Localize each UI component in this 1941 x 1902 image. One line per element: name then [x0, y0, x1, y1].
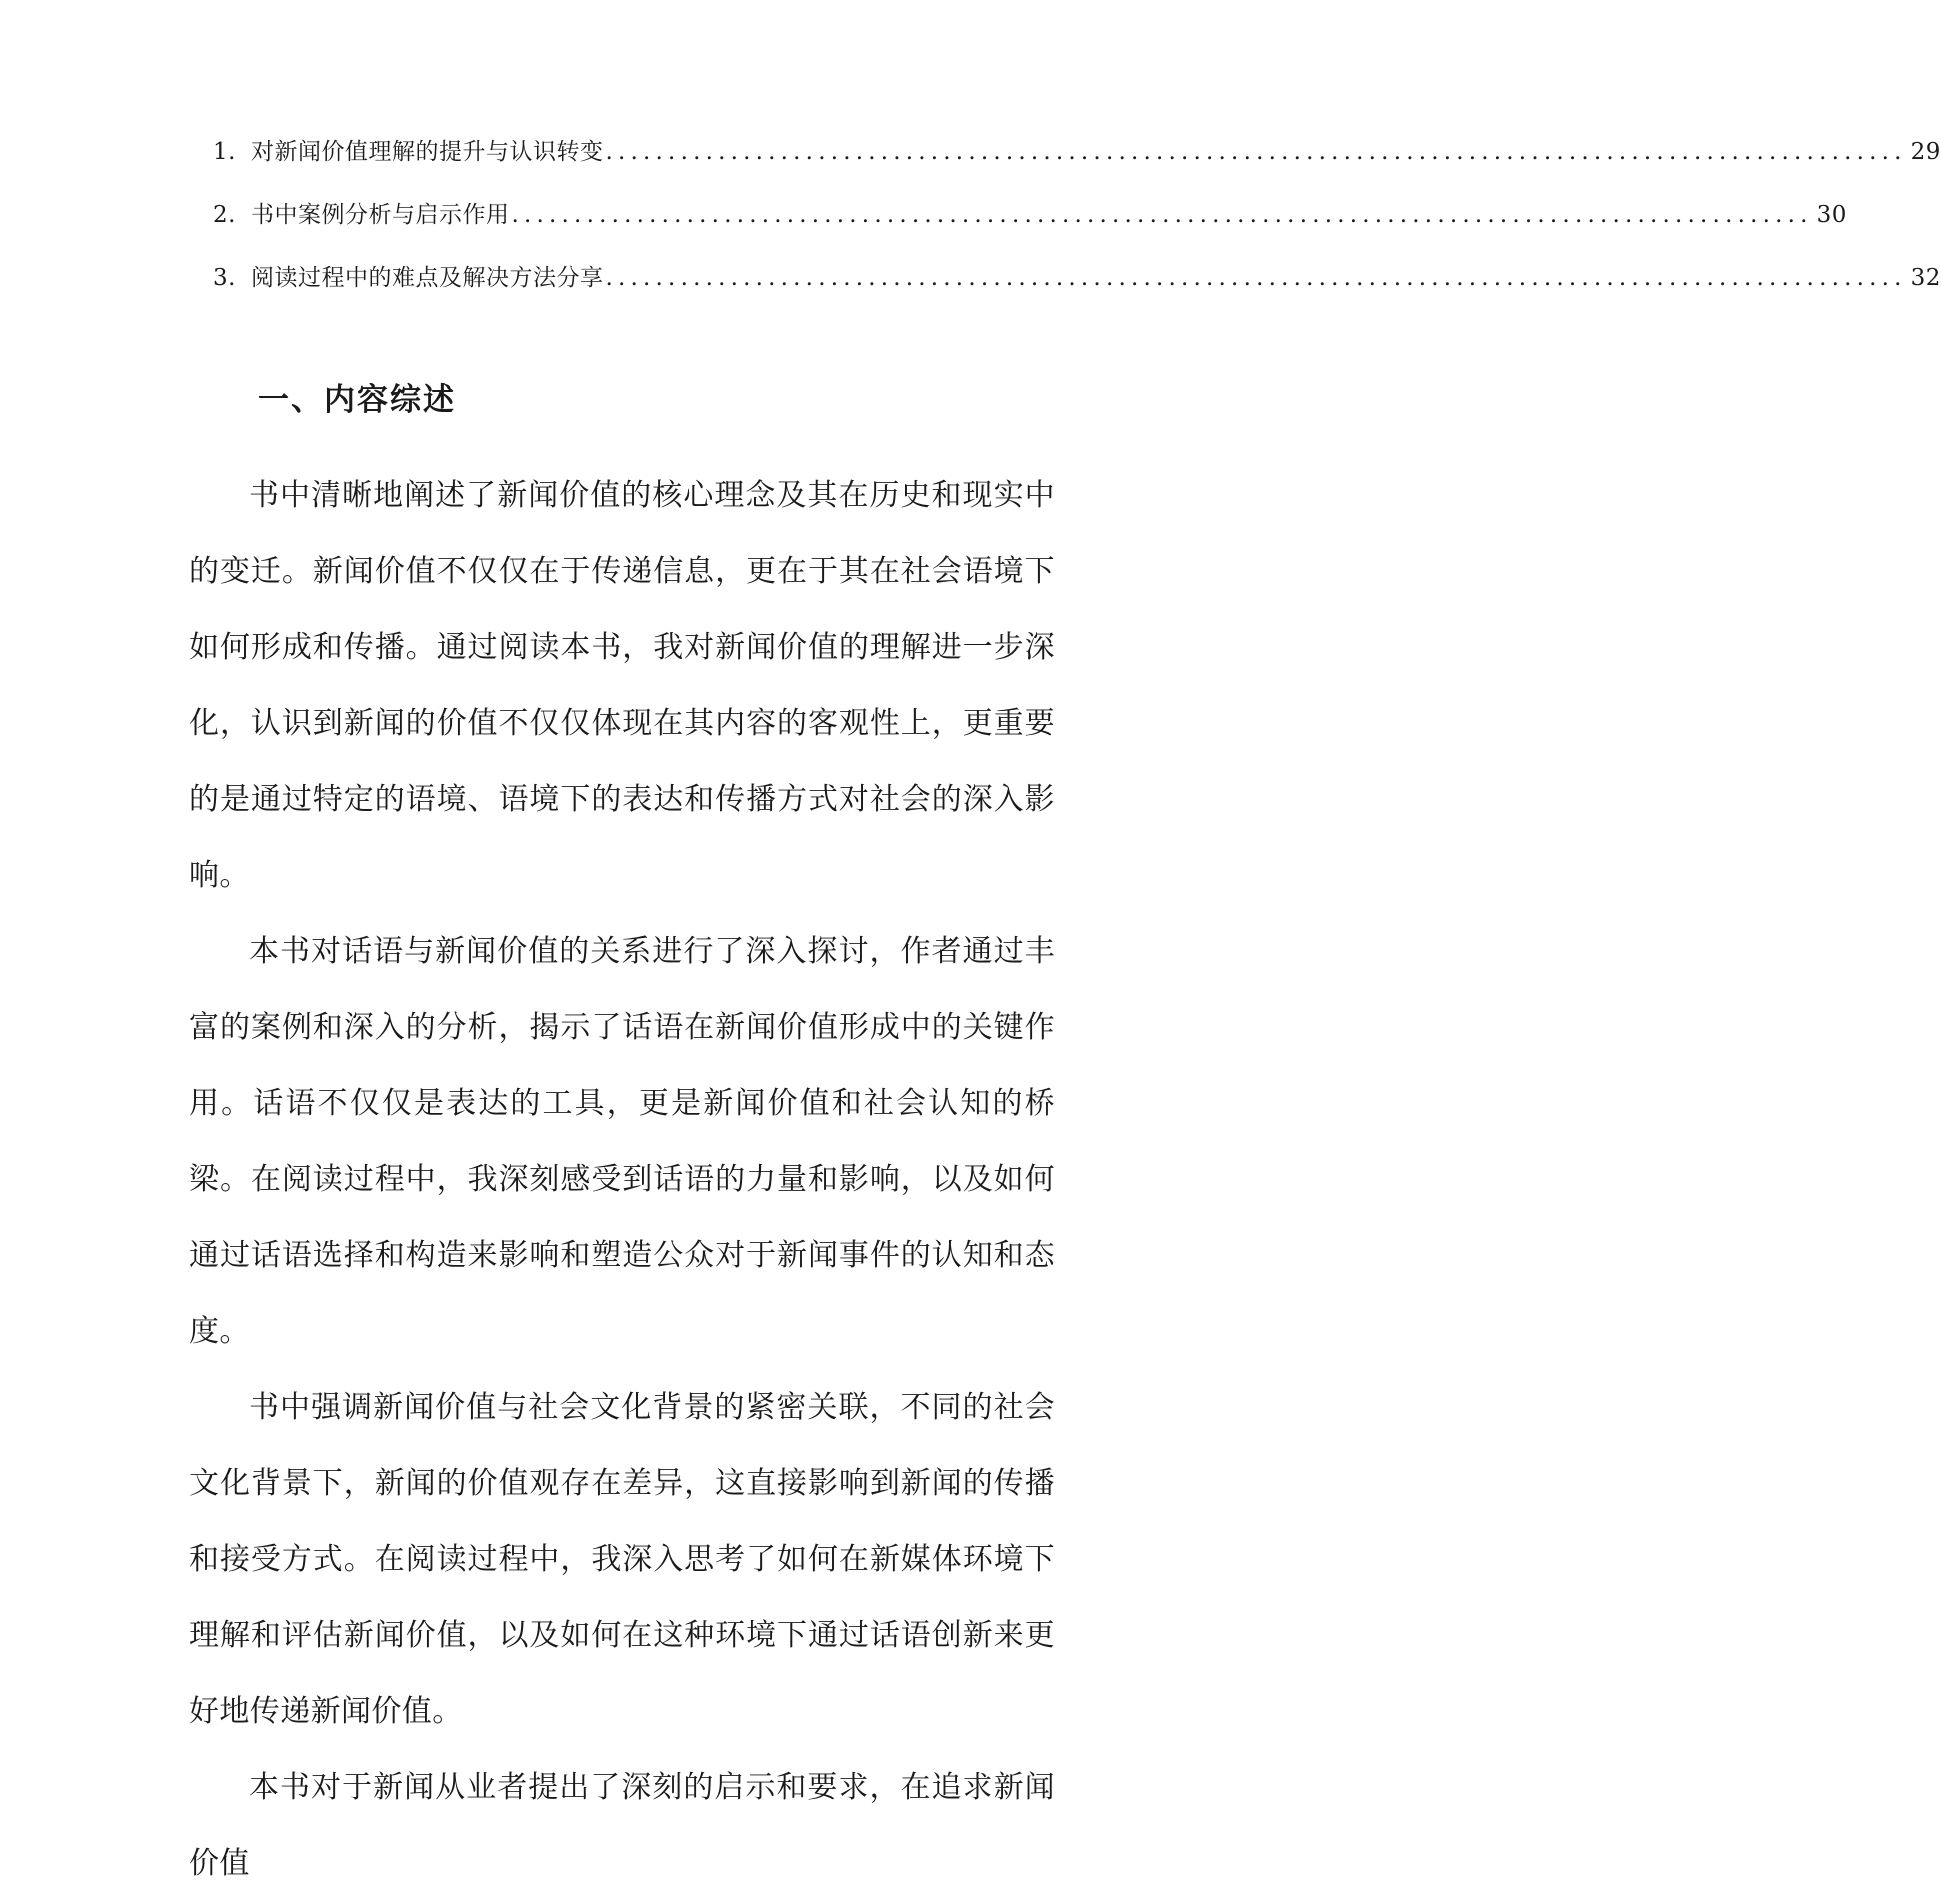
- body-text: [189, 458, 1055, 1902]
- toc-dot-leader: ........................................................................................................: [511, 202, 1813, 228]
- toc-entry[interactable]: [213, 196, 1847, 236]
- toc-entry-number: 1.: [213, 139, 236, 165]
- toc-entry-title: 书中案例分析与启示作用: [251, 202, 510, 228]
- toc-entry-number: 3.: [213, 265, 236, 291]
- toc-entry-title: 对新闻价值理解的提升与认识转变: [251, 139, 604, 165]
- toc-dot-leader: ........................................................................................................: [605, 265, 1907, 291]
- toc-entry-page: 30: [1816, 202, 1847, 228]
- toc-entry-number: 2.: [213, 202, 236, 228]
- paragraph: 书中强调新闻价值与社会文化背景的紧密关联，不同的社会文化背景下，新闻的价值观存在差异，这直接影响到新闻的传播和接受方式。在阅读过程中，我深入思考了如何在新媒体环境下理解和评估新闻价值，以及如何在这种环境下通过话语创新来更好地传递新闻价值。: [189, 1390, 1055, 1729]
- toc-entry[interactable]: [213, 259, 1941, 299]
- toc-entry-page: 29: [1910, 139, 1941, 165]
- toc-entry-title: 阅读过程中的难点及解决方法分享: [251, 265, 604, 291]
- toc-dot-leader: ........................................................................................................: [605, 139, 1907, 165]
- paragraph: 本书对话语与新闻价值的关系进行了深入探讨，作者通过丰富的案例和深入的分析，揭示了话语在新闻价值形成中的关键作用。话语不仅仅是表达的工具，更是新闻价值和社会认知的桥梁。在阅读过程中，我深刻感受到话语的力量和影响，以及如何通过话语选择和构造来影响和塑造公众对于新闻事件的认知和态度。: [189, 934, 1055, 1349]
- toc-entry-page: 32: [1910, 265, 1941, 291]
- paragraph: 本书对于新闻从业者提出了深刻的启示和要求，在追求新闻价值: [189, 1770, 1055, 1881]
- toc-entry[interactable]: [213, 133, 1941, 173]
- paragraph: 书中清晰地阐述了新闻价值的核心理念及其在历史和现实中的变迁。新闻价值不仅仅在于传递信息，更在于其在社会语境下如何形成和传播。通过阅读本书，我对新闻价值的理解进一步深化，认识到新闻的价值不仅仅体现在其内容的客观性上，更重要的是通过特定的语境、语境下的表达和传播方式对社会的深入影响。: [189, 478, 1055, 893]
- section-heading: 一、内容综述: [258, 382, 456, 418]
